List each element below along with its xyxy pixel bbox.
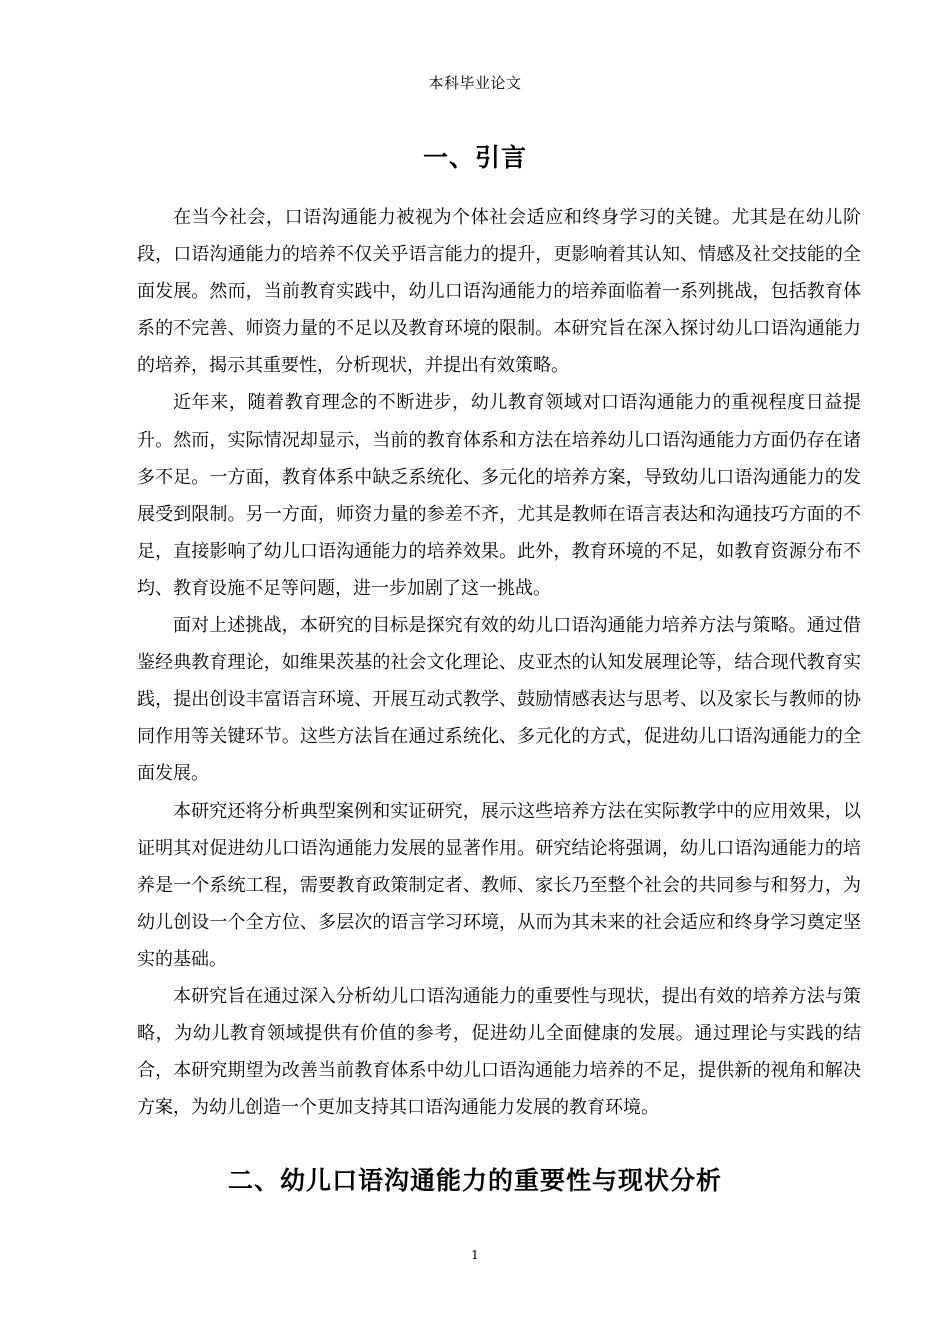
- section-1-heading: 一、引言: [422, 143, 527, 172]
- paragraph-4: 本研究还将分析典型案例和实证研究，展示这些培养方法在实际教学中的应用效果，以证明其对促进幼儿口语沟通能力发展的显著作用。研究结论将强调，幼儿口语沟通能力的培养是一个系统工程，需要教育政策制定者、教师、家长乃至整个社会的共同参与和努力，为幼儿创设一个全方位、多层次的语言学习环境，从而为其未来的社会适应和终身学习奠定坚实的基础。: [137, 800, 861, 970]
- paragraph-3: 面对上述挑战，本研究的目标是探究有效的幼儿口语沟通能力培养方法与策略。通过借鉴经典教育理论，如维果茨基的社会文化理论、皮亚杰的认知发展理论等，结合现代教育实践，提出创设丰富语言环境、开展互动式教学、鼓励情感表达与思考、以及家长与教师的协同作用等关键环节。这些方法旨在通过系统化、多元化的方式，促进幼儿口语沟通能力的全面发展。: [137, 615, 861, 785]
- section-2-heading: 二、幼儿口语沟通能力的重要性与现状分析: [227, 1166, 722, 1195]
- paragraph-5: 本研究旨在通过深入分析幼儿口语沟通能力的重要性与现状，提出有效的培养方法与策略，为幼儿教育领域提供有价值的参考，促进幼儿全面健康的发展。通过理论与实践的结合，本研究期望为改善当前教育体系中幼儿口语沟通能力培养的不足，提供新的视角和解决方案，为幼儿创造一个更加支持其口语沟通能力发展的教育环境。: [137, 985, 861, 1119]
- page-number: 1: [471, 1248, 479, 1262]
- section-1-body: [137, 199, 861, 1126]
- running-header: 本科毕业论文: [428, 74, 522, 92]
- paragraph-2: 近年来，随着教育理念的不断进步，幼儿教育领域对口语沟通能力的重视程度日益提升。然而，实际情况却显示，当前的教育体系和方法在培养幼儿口语沟通能力方面仍存在诸多不足。一方面，教育体系中缺乏系统化、多元化的培养方案，导致幼儿口语沟通能力的发展受到限制。另一方面，师资力量的参差不齐，尤其是教师在语言表达和沟通技巧方面的不足，直接影响了幼儿口语沟通能力的培养效果。此外，教育环境的不足，如教育资源分布不均、教育设施不足等问题，进一步加剧了这一挑战。: [137, 392, 861, 599]
- paragraph-1: 在当今社会，口语沟通能力被视为个体社会适应和终身学习的关键。尤其是在幼儿阶段，口语沟通能力的培养不仅关乎语言能力的提升，更影响着其认知、情感及社交技能的全面发展。然而，当前教育实践中，幼儿口语沟通能力的培养面临着一系列挑战，包括教育体系的不完善、师资力量的不足以及教育环境的限制。本研究旨在深入探讨幼儿口语沟通能力的培养，揭示其重要性，分析现状，并提出有效策略。: [137, 207, 861, 377]
